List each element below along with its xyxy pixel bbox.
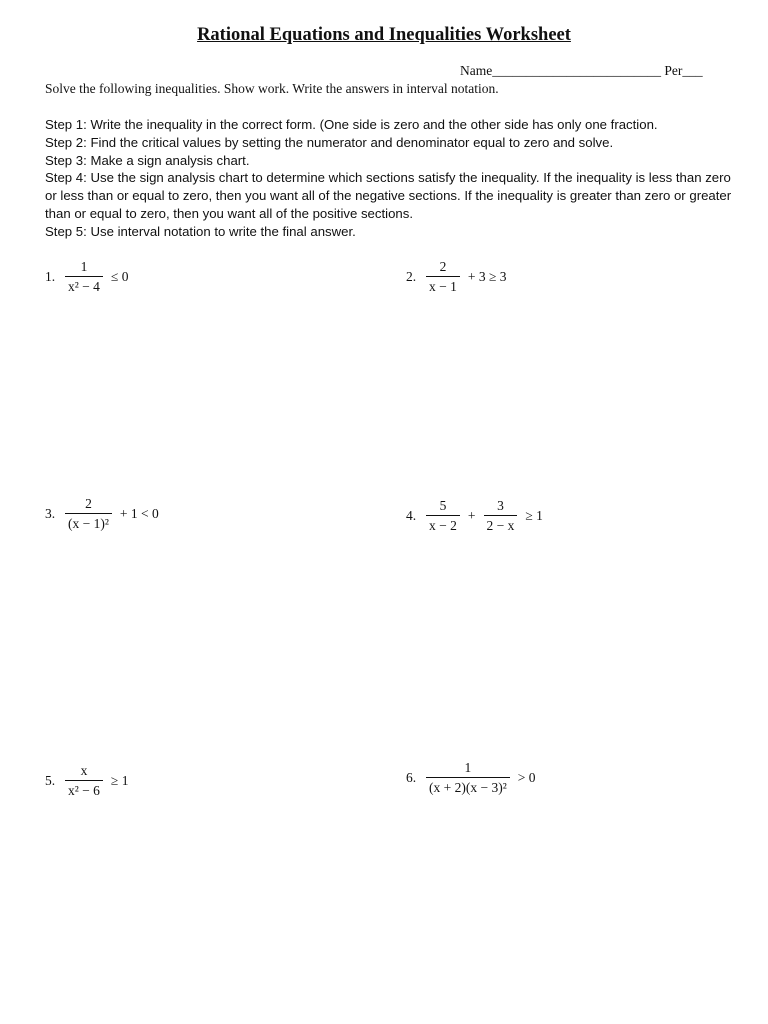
step-1: Step 1: Write the inequality in the correct form. (One side is zero and the other side has only one fraction. [45,117,658,132]
fraction [65,496,112,532]
steps-list [45,116,735,241]
problem-4 [406,498,545,534]
problem-6 [406,760,538,796]
problem-1 [45,259,130,295]
denominator: (x − 1)² [65,513,112,532]
relation: ≥ 1 [110,773,129,788]
relation: ≥ 1 [525,508,543,523]
fraction-2 [484,498,518,534]
numerator: 1 [80,259,88,274]
numerator: x [80,763,88,778]
denominator: x − 1 [426,276,460,295]
fraction [426,259,460,295]
relation: > 0 [517,770,536,785]
step-5: Step 5: Use interval notation to write the final answer. [45,223,356,239]
instructions: Solve the following inequalities. Show work. Write the answers in interval notation. [45,81,499,96]
numerator: 5 [439,498,447,513]
problem-3 [45,496,161,532]
fraction [65,259,103,295]
problem-number: 1. [45,269,56,284]
denominator: x − 2 [426,515,460,534]
denominator: (x + 2)(x − 3)² [426,777,510,796]
relation: + 3 ≥ 3 [467,269,507,284]
numerator: 3 [497,498,504,513]
relation: ≤ 0 [110,269,129,284]
fraction [426,498,460,534]
step-3: Step 3: Make a sign analysis chart. [45,152,250,168]
numerator: 2 [85,496,92,511]
relation: + 1 < 0 [119,506,159,521]
denominator: x² − 6 [65,780,103,799]
worksheet-title: Rational Equations and Inequalities Worksheet [197,25,571,45]
step-2: Step 2: Find the critical values by setting the numerator and denominator equal to zero and solve. [45,134,614,150]
step-4: Step 4: Use the sign analysis chart to determine which sections satisfy the inequality. If the inequality is less than zero or less than or equal to zero, then you want all of the negative sections. If the inequality is greater than zero or greater than or equal to zero, then you want all of the positive sections. [45,170,732,221]
problem-number: 2. [406,269,417,284]
problem-2 [406,259,509,295]
plus-sign: + [467,508,476,523]
problem-number: 4. [406,508,417,523]
problem-number: 3. [45,506,56,521]
numerator: 1 [464,760,472,775]
denominator: 2 − x [484,515,518,534]
problem-number: 5. [45,773,56,788]
fraction [426,760,510,796]
name-period-line: Name_________________________ Per___ [460,63,703,78]
problem-number: 6. [406,770,417,785]
denominator: x² − 4 [65,276,103,295]
numerator: 2 [439,259,447,274]
fraction [65,763,103,799]
problem-5 [45,763,130,799]
